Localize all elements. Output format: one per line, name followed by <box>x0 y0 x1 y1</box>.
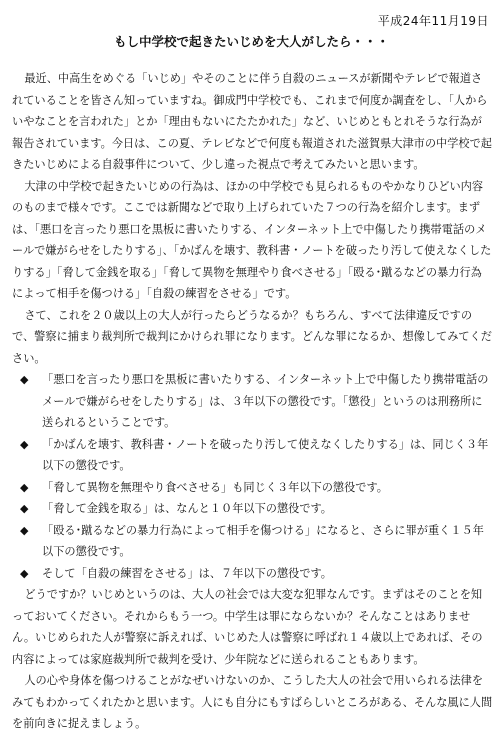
diamond-bullet-icon: ◆ <box>20 480 29 494</box>
list-item-text: そして「自殺の練習をさせる」は、７年以下の懲役です。 <box>42 566 332 580</box>
diamond-bullet-icon: ◆ <box>20 437 29 451</box>
list-item-text: 「殴る･蹴るなどの暴力行為によって相手を傷つける」になると、さらに罪が重く１５年以下の懲役です。 <box>42 523 484 558</box>
list-item <box>20 520 493 563</box>
document-date: 平成24年11月19日 <box>377 14 489 28</box>
list-item <box>20 477 493 499</box>
list-item-text: 「かばんを壊す、教科書・ノートを破ったり汚して使えなくしたりする」は、同じく３年以下の懲役です。 <box>42 437 489 472</box>
list-item <box>20 434 493 477</box>
paragraph-adult-question: さて、これを２０歳以上の大人が行ったらどうなるか？もちろん、すべて法律違反ですので、警察に捕まり裁判所で裁判にかけられ罪になります。どんな罪になるか、想像してみてください。 <box>12 308 492 365</box>
diamond-bullet-icon: ◆ <box>20 502 29 515</box>
list-item <box>20 563 493 585</box>
penalty-list <box>12 369 493 584</box>
diamond-bullet-icon: ◆ <box>20 523 29 537</box>
paragraph-bullying-acts: 大津の中学校で起きたいじめの行為は、ほかの中学校でも見られるものやかなりひどい内容のものまで様々です。ここでは新聞などで取り上げられていた７つの行為を紹介します。まずは、「悪口を言ったり悪口を黒板に書いたりする、インターネット上で中傷したり携帯電話のメールで嫌がらせをしたりする」、「かばんを壊す、教科書・ノートを破ったり汚して使えなくしたりする」「脅して金銭を取る」「脅して異物を無理やり食べさせる」「殴る･蹴るなどの暴力行為によって相手を傷つける」「自殺の練習をさせる」です。 <box>12 179 492 300</box>
list-item <box>20 369 493 434</box>
diamond-bullet-icon: ◆ <box>20 373 29 386</box>
paragraph-final: 人の心や身体を傷つけることがなぜいけないのか、こうした大人の社会で用いられる法律をみてもわかってくれたかと思います。人にも自分にもすばらしいところがある、そんな風に人間を前向きに捉えましょう。 <box>12 674 493 730</box>
list-item-text: 「悪口を言ったり悪口を黒板に書いたりする、インターネット上で中傷したり携帯電話のメールで嫌がらせをしたりする」は、３年以下の懲役です。「懲役」というのは刑務所に送られるということです。 <box>42 373 489 429</box>
list-item <box>20 498 493 520</box>
paragraph-conclusion: どうですか？いじめというのは、大人の社会では大変な犯罪なんです。まずはそのことを知っておいてください。それからもう一つ。中学生は罪にならないか？そんなことはありません。いじめられた人が警察に訴えれば、いじめた人は警察に呼ばれ１４歳以上であれば、その内容によっては家庭裁判所で裁判を受け、少年院などに送られることもあります。 <box>12 588 483 666</box>
paragraph-intro: 最近、中高生をめぐる「いじめ」やそのことに伴う自殺のニュースが新聞やテレビで報道されていることを皆さん知っていますね。御成門中学校でも、これまで何度か調査をし、「人からいやなことを言われた」とか「理由もないにたたかれた」など、いじめともとれそうな行為が報告されています。今日は、この夏、テレビなどで何度も報道された滋賀県大津市の中学校で起きたいじめによる自殺事件について、少し違った視点で考えてみたいと思います。 <box>12 72 492 171</box>
list-item-text: 「脅して金銭を取る」は、なんと１０年以下の懲役です。 <box>42 502 332 515</box>
diamond-bullet-icon: ◆ <box>20 566 29 580</box>
document-body <box>12 68 493 735</box>
list-item-text: 「脅して異物を無理やり食べさせる」も同じく３年以下の懲役です。 <box>42 480 388 494</box>
document-title: もし中学校で起きたいじめを大人がしたら・・・ <box>113 34 389 49</box>
